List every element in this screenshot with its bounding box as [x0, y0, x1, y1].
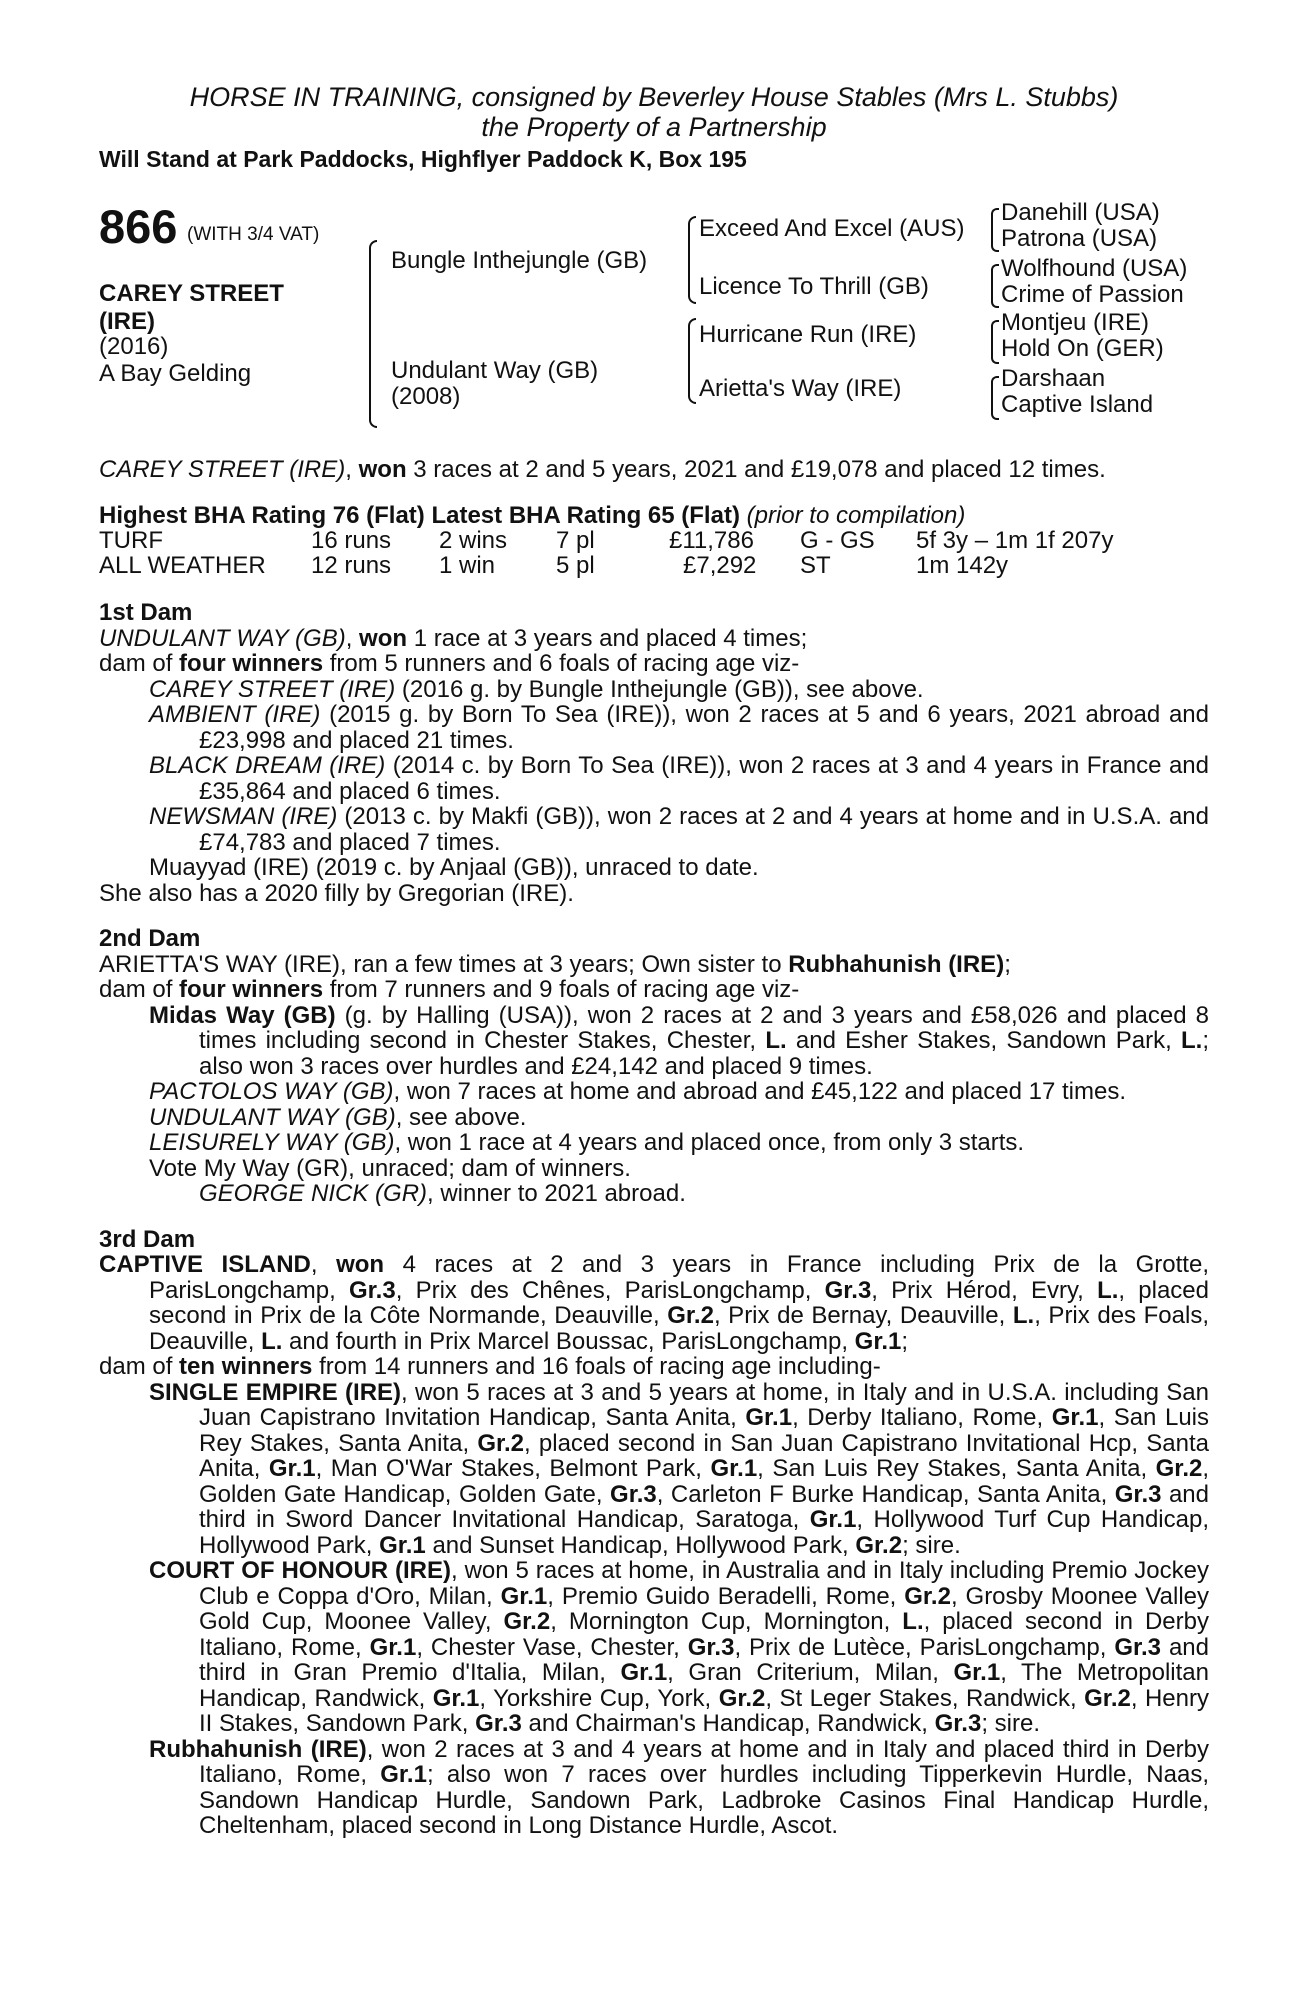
stat-turf-wins: 2 wins — [439, 527, 508, 554]
ownership-line: the Property of a Partnership — [481, 112, 827, 142]
sire-brace — [688, 216, 696, 304]
first-dam-produce-summary: dam of four winners from 5 runners and 6 foals of racing age viz- — [99, 650, 800, 677]
grandsire-1: Danehill (USA) — [1001, 199, 1160, 226]
horse-description: A Bay Gelding — [99, 360, 252, 387]
stat-turf-runs: 16 runs — [311, 527, 392, 554]
produce-entry: Muayyad (IRE) (2019 c. by Anjaal (GB)), unraced to date. — [149, 854, 759, 881]
produce-entry: PACTOLOS WAY (GB), won 7 races at home and abroad and £45,122 and placed 17 times. — [149, 1078, 1127, 1105]
second-dam-intro: ARIETTA'S WAY (IRE), ran a few times at 3 years; Own sister to Rubhahunish (IRE); — [99, 950, 1011, 978]
consignor-line: HORSE IN TRAINING, consigned by Beverley House Stables (Mrs L. Stubbs) — [189, 82, 1119, 112]
granddam-4: Captive Island — [1001, 391, 1154, 418]
g3-brace-1 — [991, 208, 999, 252]
catalogue-page — [99, 82, 1209, 1839]
location-line: Will Stand at Park Paddocks, Highflyer Paddock K, Box 195 — [99, 146, 747, 172]
second-dam-heading: 2nd Dam — [99, 925, 201, 952]
stat-aw-runs: 12 runs — [311, 552, 392, 579]
produce-entry: UNDULANT WAY (GB), see above. — [149, 1103, 527, 1131]
stat-turf-going: G - GS — [800, 527, 875, 554]
vat-note: (WITH 3/4 VAT) — [187, 224, 320, 245]
horse-name: CAREY STREET (IRE) — [99, 280, 284, 335]
produce-entry: NEWSMAN (IRE) (2013 c. by Makfi (GB)), won 2 races at 2 and 4 years at home and in U.S.A. and £74,783 and placed 7 times. — [149, 803, 1209, 856]
grandsire-2: Wolfhound (USA) — [1001, 255, 1188, 282]
granddam-2: Crime of Passion — [1001, 281, 1184, 308]
stat-aw-placed: 5 pl — [556, 552, 595, 579]
third-dam-intro: CAPTIVE ISLAND, won 4 races at 2 and 3 years in France including Prix de la Grotte, ParisLongchamp, Gr.3, Prix des Chênes, ParisLongchamp, Gr.3, Prix Hérod, Evry, L., placed second in Prix de la Côte Normande, Deauville, Gr.2, Prix de Bernay, Deauville, L., Prix des Foals, Deauville, L. and fourth in Prix Marcel Boussac, ParisLongchamp, Gr.1; — [99, 1251, 1209, 1355]
stat-aw-prize: £7,292 — [683, 552, 757, 579]
third-dam-produce-summary: dam of ten winners from 14 runners and 16 foals of racing age including- — [99, 1353, 881, 1380]
produce-entry: Vote My Way (GR), unraced; dam of winners. — [149, 1154, 631, 1182]
stat-aw-wins: 1 win — [439, 552, 496, 579]
horse-foaling-year: (2016) — [99, 333, 169, 360]
dam-dam: Arietta's Way (IRE) — [699, 375, 902, 402]
dam: Undulant Way (GB) — [391, 357, 599, 384]
produce-entry: CAREY STREET (IRE) (2016 g. by Bungle Inthejungle (GB)), see above. — [149, 675, 924, 703]
produce-entry: AMBIENT (IRE) (2015 g. by Born To Sea (IRE)), won 2 races at 5 and 6 years, 2021 abroad and £23,998 and placed 21 times. — [149, 701, 1209, 754]
produce-entry: BLACK DREAM (IRE) (2014 c. by Born To Sea (IRE)), won 2 races at 3 and 4 years in France and £35,864 and placed 6 times. — [149, 752, 1210, 805]
granddam-1: Patrona (USA) — [1001, 225, 1158, 252]
race-record-summary: CAREY STREET (IRE), won 3 races at 2 and 5 years, 2021 and £19,078 and placed 12 times. — [99, 456, 1106, 483]
stat-turf-distance: 5f 3y – 1m 1f 207y — [916, 527, 1114, 554]
pedigree-table — [99, 200, 1209, 435]
sire-sire: Exceed And Excel (AUS) — [699, 215, 965, 242]
stat-aw-distance: 1m 142y — [916, 552, 1009, 579]
produce-entry: COURT OF HONOUR (IRE), won 5 races at home, in Australia and in Italy including Premio Jockey Club e Coppa d'Oro, Milan, Gr.1, Premio Guido Beradelli, Rome, Gr.2, Grosby Moonee Valley Gold Cup, Moonee Valley, Gr.2, Mornington Cup, Mornington, L., placed second in Derby Italiano, Rome, Gr.1, Chester Vase, Chester, Gr.3, Prix de Lutèce, ParisLongchamp, Gr.3 and third in Gran Premio d'Italia, Milan, Gr.1, Gran Criterium, Milan, Gr.1, The Metropolitan Handicap, Randwick, Gr.1, Yorkshire Cup, York, Gr.2, St Leger Stakes, Randwick, Gr.2, Henry II Stakes, Sandown Park, Gr.3 and Chairman's Handicap, Randwick, Gr.3; sire. — [149, 1557, 1210, 1737]
dam-sire: Hurricane Run (IRE) — [699, 321, 917, 348]
second-dam-produce-summary: dam of four winners from 7 runners and 9 foals of racing age viz- — [99, 976, 800, 1003]
stat-aw-going: ST — [800, 552, 831, 579]
granddam-3: Hold On (GER) — [1001, 335, 1164, 362]
performance-stats — [99, 528, 1209, 580]
bha-rating: Highest BHA Rating 76 (Flat) Latest BHA Rating 65 (Flat) (prior to compilation) — [99, 501, 966, 529]
sire: Bungle Inthejungle (GB) — [391, 247, 648, 274]
stat-turf-placed: 7 pl — [556, 527, 595, 554]
first-dam-closing-note: She also has a 2020 filly by Gregorian (IRE). — [99, 879, 574, 907]
stat-turf-surface: TURF — [99, 527, 163, 554]
first-dam-intro: UNDULANT WAY (GB), won 1 race at 3 years and placed 4 times; — [99, 624, 808, 652]
sire-dam: Licence To Thrill (GB) — [699, 273, 929, 300]
stat-aw-surface: ALL WEATHER — [99, 552, 266, 579]
g3-brace-3 — [991, 320, 999, 364]
stat-turf-prize: £11,786 — [669, 527, 754, 554]
first-dam-heading: 1st Dam — [99, 599, 193, 626]
dam-year: (2008) — [391, 383, 461, 410]
dam-brace — [688, 318, 696, 404]
produce-entry: Rubhahunish (IRE), won 2 races at 3 and 4 years at home and in Italy and placed third in Derby Italiano, Rome, Gr.1; also won 7 races over hurdles including Tipperkevin Hurdle, Naas, Sandown Handicap Hurdle, Sandown Park, Ladbroke Casinos Final Handicap Hurdle, Cheltenham, placed second in Long Distance Hurdle, Ascot. — [149, 1735, 1210, 1839]
pedigree-brace — [369, 240, 377, 428]
grandsire-3: Montjeu (IRE) — [1001, 309, 1150, 336]
grandchild-entry: GEORGE NICK (GR), winner to 2021 abroad. — [199, 1180, 686, 1207]
grandsire-4: Darshaan — [1001, 365, 1106, 392]
produce-entry: LEISURELY WAY (GB), won 1 race at 4 years and placed once, from only 3 starts. — [149, 1129, 1025, 1156]
produce-entry: SINGLE EMPIRE (IRE), won 5 races at 3 and 5 years at home, in Italy and in U.S.A. including San Juan Capistrano Invitation Handicap, Santa Anita, Gr.1, Derby Italiano, Rome, Gr.1, San Luis Rey Stakes, Santa Anita, Gr.2, placed second in San Juan Capistrano Invitational Hcp, Santa Anita, Gr.1, Man O'War Stakes, Belmont Park, Gr.1, San Luis Rey Stakes, Santa Anita, Gr.2, Golden Gate Handicap, Golden Gate, Gr.3, Carleton F Burke Handicap, Santa Anita, Gr.3 and third in Sword Dancer Invitational Handicap, Saratoga, Gr.1, Hollywood Turf Cup Handicap, Hollywood Park, Gr.1 and Sunset Handicap, Hollywood Park, Gr.2; sire. — [149, 1378, 1210, 1559]
third-dam-heading: 3rd Dam — [99, 1225, 196, 1253]
produce-entry: Midas Way (GB) (g. by Halling (USA)), won 2 races at 2 and 3 years and £58,026 and placed 8 times including second in Chester Stakes, Chester, L. and Esher Stakes, Sandown Park, L.; also won 3 races over hurdles and £24,142 and placed 9 times. — [149, 1001, 1209, 1080]
g3-brace-2 — [991, 264, 999, 308]
lot-number: 866 — [99, 200, 178, 253]
g3-brace-4 — [991, 376, 999, 420]
